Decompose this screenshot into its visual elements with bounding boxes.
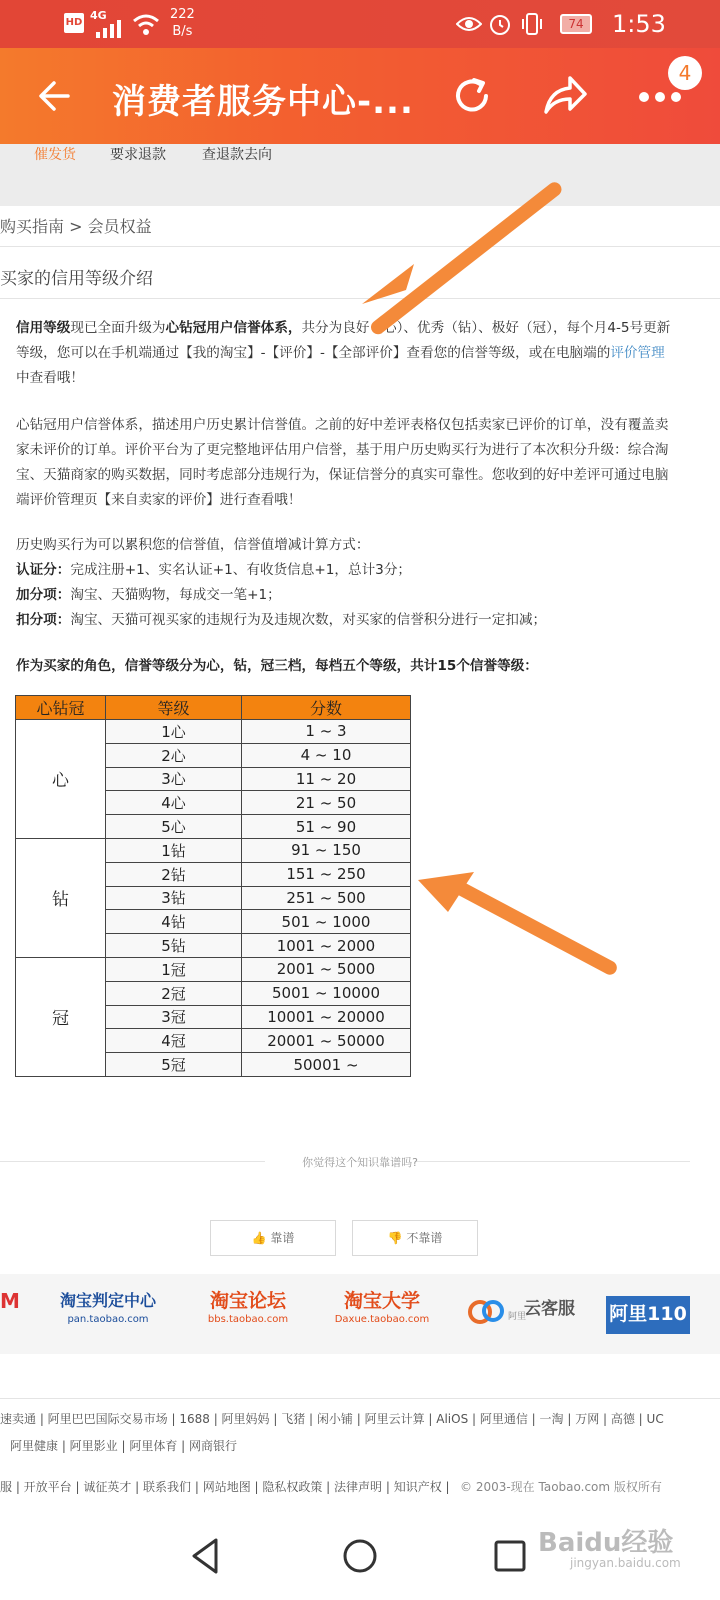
paragraph-system: 心钻冠用户信誉体系，描述用户历史累计信誉值。之前的好中差评表格仅包括卖家已评价的订单，没有覆盖卖家未评价的订单。评价平台为了更完整地评估用户信誉，基于用户历史购买行为进行了本次积分升级：综合淘宝、天猫商家的购买数据，同时考虑部分违规行为，保证信誉分的真实可靠性。您收到的好中差评可通过电脑端评价管理页【来自卖家的评价】进行查看哦！ [16,417,669,508]
tab-request-refund[interactable]: 要求退款 [110,147,166,163]
partner-logo-forum[interactable]: 淘宝论坛 bbs.taobao.com [207,1290,289,1325]
partner-logo-cut: M [0,1289,20,1313]
cloud-icon [466,1294,506,1328]
tab-refund-tracking[interactable]: 查退款去向 [202,147,272,163]
table-row [16,720,411,744]
back-arrow-icon[interactable] [36,78,72,114]
level-cell: 2冠 [106,981,242,1005]
level-cell: 4心 [106,791,242,815]
score-cell: 251 ~ 500 [242,886,411,910]
score-cell: 50001 ~ [242,1053,411,1077]
status-bar [0,0,720,48]
level-cell: 5心 [106,815,242,839]
thumbs-up-icon: 👍 [251,1231,267,1245]
score-cell: 501 ~ 1000 [242,910,411,934]
score-cell: 21 ~ 50 [242,791,411,815]
eye-icon [456,14,482,34]
home-nav-icon[interactable] [338,1534,382,1578]
service-tabs [0,144,720,206]
section-title: 买家的信用等级介绍 [0,269,153,289]
paragraph-calculation: 历史购买行为可以累积您的信誉值，信誉值增减计算方式： 认证分：完成注册+1、实名认证+1、有收货信息+1，总计3分； 加分项：淘宝、天猫购物，每成交一笔+1； 扣分项：淘宝、天猫可视买家的违规行为及违规次数，对买家的信誉积分进行一定扣减； [16,537,547,628]
not-helpful-button[interactable]: 👎 不靠谱 [352,1220,478,1256]
level-cell: 3钻 [106,886,242,910]
level-cell: 4钻 [106,910,242,934]
thumbs-down-icon: 👎 [387,1231,403,1245]
level-cell: 5冠 [106,1053,242,1077]
level-group-cell: 钻 [16,838,106,957]
level-cell: 1心 [106,720,242,744]
review-management-link[interactable]: 评价管理 [610,345,665,361]
alarm-icon [488,12,512,36]
back-nav-icon[interactable] [184,1534,228,1578]
table-header: 分数 [242,696,411,720]
score-cell: 10001 ~ 20000 [242,1005,411,1029]
tab-count-badge[interactable]: 4 [668,56,702,90]
level-cell: 1冠 [106,957,242,981]
watermark-url: jingyan.baidu.com [570,1556,681,1570]
score-cell: 5001 ~ 10000 [242,981,411,1005]
footer-links-row-1[interactable]: 速卖通 | 阿里巴巴国际交易市场 | 1688 | 阿里妈妈 | 飞猪 | 闲小铺 | 阿里云计算 | AliOS | 阿里通信 | 一淘 | 万网 | 高德 | UC [0,1412,664,1426]
score-cell: 151 ~ 250 [242,862,411,886]
partner-logo-judgement-center[interactable]: 淘宝判定中心 pan.taobao.com [59,1291,156,1325]
level-cell: 5钻 [106,934,242,958]
arrow-head [362,262,422,312]
score-cell: 20001 ~ 50000 [242,1029,411,1053]
level-group-cell: 冠 [16,957,106,1076]
baidu-watermark: Baidu经验 [538,1528,674,1558]
partner-logo-ali110[interactable]: 阿里110 [606,1296,690,1334]
table-header: 等级 [106,696,242,720]
network-speed: 222 B/s [170,7,195,39]
level-group-cell: 心 [16,720,106,839]
level-cell: 4冠 [106,1029,242,1053]
table-row [16,838,411,862]
level-cell: 1钻 [106,838,242,862]
credit-level-table [15,695,411,1077]
refresh-icon[interactable] [450,74,494,118]
wifi-icon [132,12,160,36]
paragraph-levels: 作为买家的角色，信誉等级分为心，钻，冠三档，每档五个等级，共计15个信誉等级： [16,658,538,674]
table-header: 心钻冠 [16,696,106,720]
network-type: 4G [90,9,107,22]
breadcrumb[interactable]: 购买指南 > 会员权益 [0,217,152,236]
divider [0,1398,720,1399]
vibrate-icon [520,12,544,36]
recents-nav-icon[interactable] [488,1534,532,1578]
battery-indicator: 74 [560,14,592,34]
score-cell: 1001 ~ 2000 [242,934,411,958]
paragraph-intro: 信用等级现已全面升级为心钻冠用户信誉体系，共分为良好（心）、优秀（钻）、极好（冠），每个月4-5号更新等级，您可以在手机端通过【我的淘宝】-【评价】-【全部评价】查看您的信誉等级，或在电脑端的评价管理中查看哦！ [16,320,671,386]
helpful-button[interactable]: 👍 靠谱 [210,1220,336,1256]
more-menu-icon[interactable] [638,90,682,104]
level-cell: 3冠 [106,1005,242,1029]
page-title: 消费者服务中心-... [112,82,414,122]
partner-logo-university[interactable]: 淘宝大学 Daxue.taobao.com [334,1290,430,1325]
level-cell: 3心 [106,767,242,791]
score-cell: 2001 ~ 5000 [242,957,411,981]
tab-urge-delivery[interactable]: 催发货 [34,147,76,163]
score-cell: 11 ~ 20 [242,767,411,791]
system-nav-bar [0,1512,720,1600]
feedback-question: 你觉得这个知识靠谱吗? [302,1156,418,1169]
partner-logos [0,1274,720,1354]
table-row [16,957,411,981]
level-cell: 2钻 [106,862,242,886]
score-cell: 91 ~ 150 [242,838,411,862]
divider [0,298,720,299]
score-cell: 1 ~ 3 [242,720,411,744]
signal-icon [96,20,124,38]
score-cell: 51 ~ 90 [242,815,411,839]
app-header [0,48,720,144]
divider [0,246,720,247]
footer-links-row-3[interactable]: 服 | 开放平台 | 诚征英才 | 联系我们 | 网站地图 | 隐私权政策 | 法律声明 | 知识产权 | [0,1480,450,1494]
share-icon[interactable] [542,74,588,118]
score-cell: 4 ~ 10 [242,743,411,767]
footer-links-row-2[interactable]: 阿里健康 | 阿里影业 | 阿里体育 | 网商银行 [10,1439,238,1453]
partner-logo-cloud-service[interactable]: 阿里 云客服 [466,1288,584,1340]
copyright: © 2003-现在 Taobao.com 版权所有 [460,1480,662,1494]
hd-indicator: HD [64,13,84,33]
arrow-head [418,870,478,920]
clock: 1:53 [612,10,666,38]
level-cell: 2心 [106,743,242,767]
